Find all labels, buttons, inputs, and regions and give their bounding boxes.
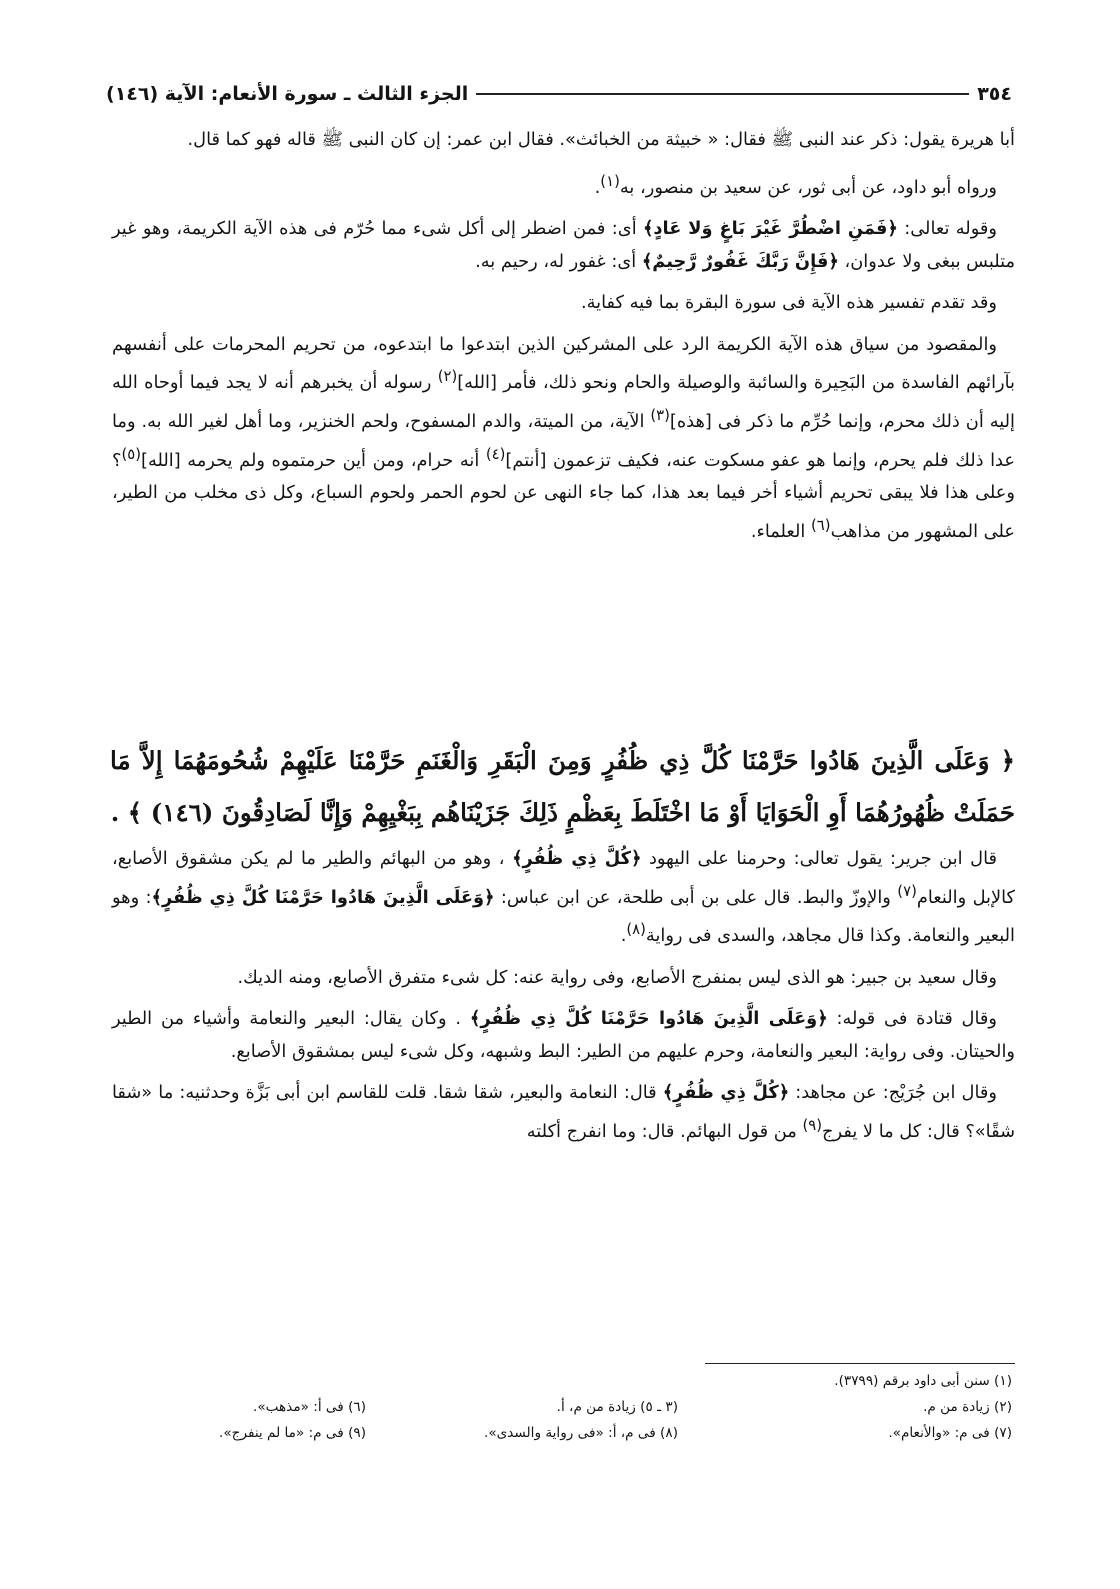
footnote-1: (١) سنن أبى داود برقم (٣٧٩٩). [834,1373,1012,1389]
paragraph-4-text: وقد تقدم تفسير هذه الآية فى سورة البقرة بما فيه كفاية. [580,292,997,314]
paragraph-5-text: والمقصود من سياق هذه الآية الكريمة الرد على المشركين الذين ابتدعوا ما ابتدعوه، من تحريم المحرمات على أنفسهم بآرائهم الفاسدة من البَحِيرة والسائبة والوصيلة والحام ونحو ذلك، فأمر [الله] [112,333,1015,394]
paragraph-1 [112,124,1015,157]
footnote-ref-1[interactable]: (١) [600,172,620,190]
paragraph-6-text-3: والإوزّ والبط. قال على بن أبى طلحة، عن ابن عباس: [494,886,898,908]
paragraph-3-text-2: أى: فمن اضطر إلى أكل شىء مما حُرّم فى هذه الآية الكريمة، وهو غير متلبس ببغى ولا عدوان، [112,218,1015,272]
footnote-7: (٧) فى م: «والأنعام». [888,1425,1012,1441]
header-title: الجزء الثالث ـ سورة الأنعام: الآية (١٤٦) [106,83,469,105]
paragraph-1-text: أبا هريرة يقول: ذكر عند النبى ﷺ فقال: « خبيثة من الخبائث». فقال ابن عمر: إن كان النبى ﷺ قاله فهو كما قال. [187,129,1015,150]
paragraph-5-text-2: رسوله أن يخبرهم أنه لا يجد فيما أوحاه الله إليه أن ذلك محرم، وإنما حُرِّم ما ذكر فى [هذه] [112,372,1015,432]
paragraph-8-text: وقال قتادة فى قوله: [827,1008,997,1030]
footnote-ref-6[interactable]: (٦) [811,516,831,534]
quran-quote: ﴿كُلَّ ذِي ظُفُرٍ﴾ [662,1082,790,1104]
quran-quote: ﴿كُلَّ ذِي ظُفُرٍ﴾ [512,848,642,869]
paragraph-5 [112,329,1015,548]
paragraph-2-text: ورواه أبو داود، عن أبى ثور، عن سعيد بن منصور، به [619,176,997,198]
paragraph-3 [112,213,1015,278]
paragraph-7 [112,962,1015,995]
lower-text-block [112,843,1015,1158]
paragraph-6 [112,843,1015,953]
footnote-ref-9[interactable]: (٩) [802,1117,823,1134]
quran-quote: ﴿فَإِنَّ رَبَّكَ غَفُورٌ رَّحِيمٌ﴾ [641,250,839,272]
quran-verse-block: ﴿ وَعَلَى الَّذِينَ هَادُوا حَرَّمْنَا كُلَّ ذِي ظُفُرٍ وَمِنَ الْبَقَرِ وَالْغَنَمِ حَرَّمْنَا عَلَيْهِمْ شُحُومَهُمَا إِلاَّ مَا حَمَلَتْ ظُهُورُهُمَا أَوِ الْحَوَايَا أَوْ مَا اخْتَلَطَ بِعَظْمٍ ذَلِكَ جَزَيْنَاهُم بِبَغْيِهِمْ وَإِنَّا لَصَادِقُونَ (١٤٦) ﴾ . [110,746,1015,827]
footnote-ref-5[interactable]: (٥) [121,445,142,463]
page-number: ٣٥٤ [977,83,1012,105]
paragraph-6-text-2: ، وهو من البهائم والطير ما لم يكن مشقوق الأصابع، كالإبل والنعام [112,848,1016,908]
paragraph-9-text-3: من قول البهائم. قال: وما انفرج أكلته [526,1120,803,1142]
header-rule [476,93,969,95]
footnote-2: (٢) زيادة من م. [923,1399,1012,1415]
quran-quote: ﴿وَعَلَى الَّذِينَ هَادُوا حَرَّمْنَا كُلَّ ذِي ظُفُرٍ﴾ [469,1008,828,1030]
footnote-8: (٨) فى م، أ: «فى رواية والسدى». [484,1425,678,1441]
quran-quote: ﴿فَمَنِ اضْطُرَّ غَيْرَ بَاغٍ وَلا عَادٍ﴾ [643,218,898,240]
footnote-6: (٦) فى أ: «مذهب». [253,1399,366,1415]
footnote-ref-8[interactable]: (٨) [626,921,646,939]
paragraph-5-text-5: ؟ وعلى هذا فلا يبقى تحريم أشياء أخر فيما بعد هذا، كما جاء النهى عن لحوم الحمر ولحوم السباع، وكل ذى مخلب من الطير، على المشهور من مذاهب [112,449,1015,542]
footnote-9: (٩) فى م: «ما لم ينفرج». [219,1425,366,1441]
paragraph-8 [112,1003,1015,1068]
paragraph-5-text-3: الآية، من الميتة، والدم المسفوح، ولحم الخنزير، وما أهل لغير الله به. وما عدا ذلك فلم يحرم، وإنما هو عفو مسكوت عنه، فكيف تزعمون [أنتم] [112,410,1015,471]
paragraph-8-text-2: . وكان يقال: البعير والنعامة وأشياء من الطير والحيتان. وفى رواية: البعير والنعامة، وحرم عليهم من الطير: البط وشبهه، وكل شىء ليس بمشقوق الأصابع. [112,1008,1015,1062]
footnote-ref-4[interactable]: (٤) [485,445,506,463]
upper-text-block [112,124,1015,557]
paragraph-3-text-3: أى: غفور له، رحيم به. [475,250,642,272]
paragraph-6-text-4: : وهو البعير والنعامة. وكذا قال مجاهد، والسدى فى رواية [112,886,1015,947]
paragraph-2 [112,166,1015,205]
quran-quote: ﴿وَعَلَى الَّذِينَ هَادُوا حَرَّمْنَا كُلَّ ذِي ظُفُرٍ﴾ [151,886,495,908]
running-header [106,74,1012,114]
footnote-ref-3[interactable]: (٣) [650,407,670,424]
paragraph-6-end: . [620,925,627,947]
paragraph-4 [112,287,1015,320]
paragraph-2-end: . [594,176,601,198]
footnote-3-5: (٣ ـ ٥) زيادة من م، أ. [556,1399,678,1415]
paragraph-9-text: وقال ابن جُرَيْج: عن مجاهد: [789,1082,997,1104]
footnote-ref-7[interactable]: (٧) [897,882,917,900]
paragraph-9-text-2: قال: النعامة والبعير، شقا شقا. قلت للقاسم ابن أبى بَزَّة وحدثنيه: ما «شقا شقًا»؟ قال: كل ما لا يفرج [112,1082,1015,1142]
paragraph-6-text: قال ابن جرير: يقول تعالى: وحرمنا على اليهود [641,848,997,869]
paragraph-9 [112,1077,1015,1148]
paragraph-5-text-6: العلماء. [750,520,811,542]
paragraph-3-text: وقوله تعالى: [897,218,997,240]
paragraph-5-text-4: أنه حرام، ومن أين حرمتموه ولم يحرمه [الله] [141,449,486,471]
footnote-ref-2[interactable]: (٢) [437,368,458,386]
paragraph-7-text: وقال سعيد بن جبير: هو الذى ليس بمنفرج الأصابع، وفى رواية عنه: كل شىء متفرق الأصابع، ومنه الديك. [237,966,997,988]
footnote-divider [705,1363,1015,1364]
